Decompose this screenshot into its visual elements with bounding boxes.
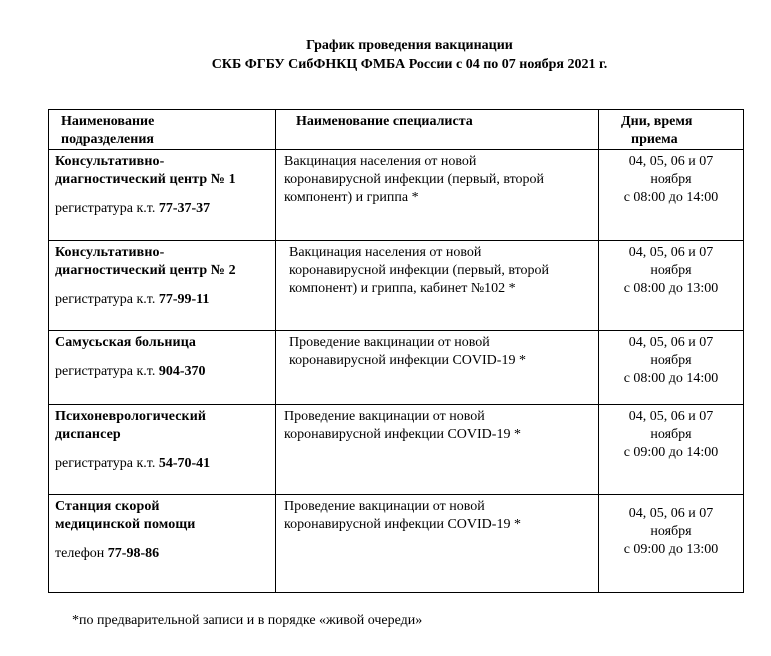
days-line: с 09:00 до 14:00 <box>623 445 719 460</box>
document-subtitle: СКБ ФГБУ СибФНКЦ ФМБА России с 04 по 07 ноября 2021 г. <box>211 57 608 72</box>
registry-phone: 77-99-11 <box>158 292 210 307</box>
header-days <box>599 110 744 150</box>
header-specialist-label: Наименование специалиста <box>296 114 473 129</box>
specialist-cell <box>276 331 599 405</box>
header-unit-line: подразделения <box>61 132 154 147</box>
days-line: ноября <box>650 263 692 278</box>
unit-cell <box>49 241 276 331</box>
specialist-cell <box>276 405 599 495</box>
table-row <box>49 331 744 405</box>
days-line: 04, 05, 06 и 07 <box>628 335 714 350</box>
days-line: ноября <box>650 353 692 368</box>
days-line: 04, 05, 06 и 07 <box>628 245 714 260</box>
registry-phone: 77-37-37 <box>158 201 211 216</box>
unit-name-line: диагностический центр № 2 <box>55 263 236 278</box>
unit-name-line: Самусьская больница <box>55 335 196 350</box>
footnote: *по предварительной записи и в порядке «живой очереди» <box>72 613 423 628</box>
specialist-line: Вакцинация населения от новой <box>289 245 482 260</box>
unit-cell <box>49 150 276 241</box>
table-row <box>49 150 744 241</box>
days-line: с 09:00 до 13:00 <box>623 542 719 557</box>
specialist-cell <box>276 241 599 331</box>
days-line: 04, 05, 06 и 07 <box>628 409 714 424</box>
table-row <box>49 241 744 331</box>
days-cell <box>599 495 744 593</box>
specialist-line: компонент) и гриппа * <box>284 190 419 205</box>
header-unit-line: Наименование <box>61 114 155 129</box>
days-cell <box>599 150 744 241</box>
specialist-line: коронавирусной инфекции COVID-19 * <box>284 517 521 532</box>
registry-contact <box>49 280 275 309</box>
days-line: с 08:00 до 13:00 <box>623 281 719 296</box>
header-specialist <box>276 110 599 150</box>
specialist-line: коронавирусной инфекции COVID-19 * <box>284 427 521 442</box>
specialist-line: Вакцинация населения от новой <box>284 154 477 169</box>
specialist-line: Проведение вакцинации от новой <box>284 409 485 424</box>
table-row <box>49 405 744 495</box>
specialist-cell <box>276 150 599 241</box>
unit-name-line: Консультативно- <box>55 245 165 260</box>
unit-cell <box>49 405 276 495</box>
registry-contact <box>49 534 275 563</box>
specialist-line: коронавирусной инфекции (первый, второй <box>289 263 550 278</box>
days-cell <box>599 405 744 495</box>
days-line: 04, 05, 06 и 07 <box>628 506 714 521</box>
days-line: 04, 05, 06 и 07 <box>628 154 714 169</box>
vaccination-schedule-table <box>48 109 744 593</box>
specialist-line: коронавирусной инфекции (первый, второй <box>284 172 545 187</box>
header-days-line: Дни, время <box>621 114 693 129</box>
unit-cell <box>49 495 276 593</box>
days-cell <box>599 331 744 405</box>
registry-label: регистратура к.т. <box>55 292 159 307</box>
registry-label: регистратура к.т. <box>55 364 159 379</box>
specialist-line: коронавирусной инфекции COVID-19 * <box>289 353 526 368</box>
days-line: ноября <box>650 524 692 539</box>
registry-phone: 77-98-86 <box>107 546 160 561</box>
table-row <box>49 495 744 593</box>
unit-name-line: диагностический центр № 1 <box>55 172 236 187</box>
unit-name-line: Психоневрологический <box>55 409 207 424</box>
specialist-cell <box>276 495 599 593</box>
registry-contact <box>49 189 275 218</box>
document-title: График проведения вакцинации <box>306 38 513 53</box>
unit-name-line: Станция скорой <box>55 499 160 514</box>
unit-name-line: медицинской помощи <box>55 517 196 532</box>
registry-phone: 54-70-41 <box>158 456 211 471</box>
registry-phone: 904-370 <box>158 364 206 379</box>
specialist-line: Проведение вакцинации от новой <box>284 499 485 514</box>
table-header-row <box>49 110 744 150</box>
registry-label: телефон <box>55 546 108 561</box>
registry-contact <box>49 352 275 381</box>
days-line: с 08:00 до 14:00 <box>623 371 719 386</box>
days-line: ноября <box>650 427 692 442</box>
header-unit <box>49 110 276 150</box>
unit-name-line: Консультативно- <box>55 154 165 169</box>
registry-contact <box>49 444 275 473</box>
days-cell <box>599 241 744 331</box>
registry-label: регистратура к.т. <box>55 456 159 471</box>
specialist-line: Проведение вакцинации от новой <box>289 335 490 350</box>
header-days-line: приема <box>631 132 678 147</box>
registry-label: регистратура к.т. <box>55 201 159 216</box>
days-line: с 08:00 до 14:00 <box>623 190 719 205</box>
days-line: ноября <box>650 172 692 187</box>
unit-name-line: диспансер <box>55 427 121 442</box>
unit-cell <box>49 331 276 405</box>
specialist-line: компонент) и гриппа, кабинет №102 * <box>289 281 516 296</box>
